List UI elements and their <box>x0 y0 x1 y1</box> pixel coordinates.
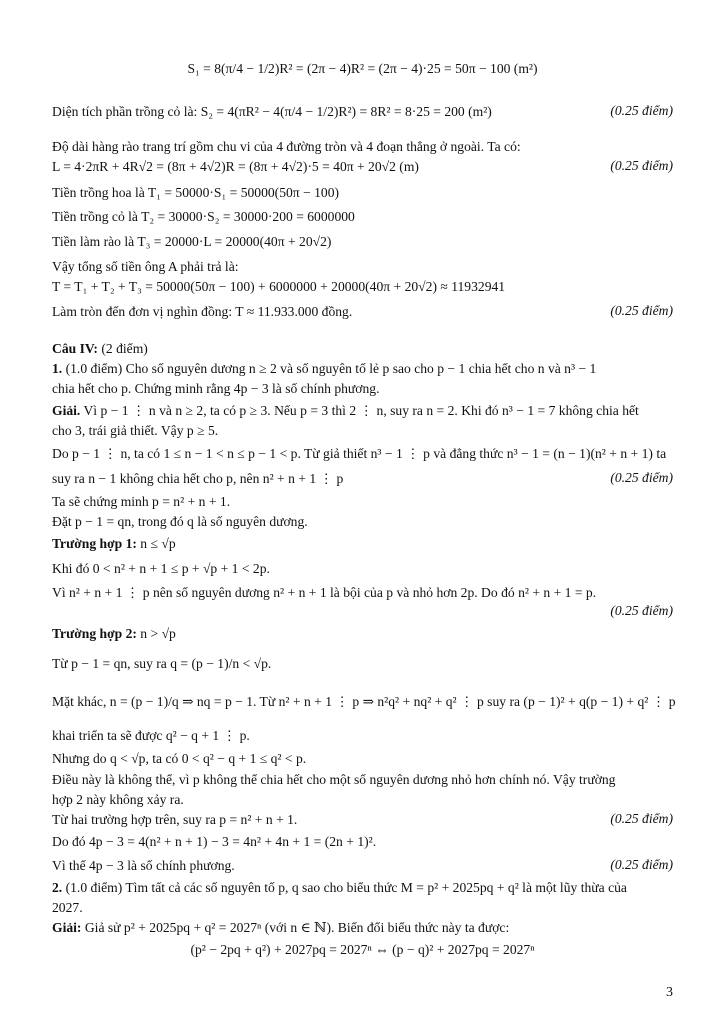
line-text: hợp 2 này không xảy ra. <box>52 792 184 807</box>
line-text: Từ hai trường hợp trên, suy ra p = n² + n + 1. <box>52 812 298 827</box>
text-line <box>52 278 673 295</box>
text-line <box>52 422 673 439</box>
score-note: (0.25 điểm) <box>610 103 673 118</box>
text-line <box>52 771 673 788</box>
text-line <box>52 584 673 601</box>
line-text: Vì n² + n + 1 ⋮ p nên số nguyên dương n² + n + 1 là bội của p và nhỏ hơn 2p. Do đó n² + n + 1 = p. <box>52 585 597 600</box>
page-number: 3 <box>666 985 673 1000</box>
line-text: (2 điểm) <box>97 341 148 356</box>
text-line <box>52 445 673 462</box>
text-line <box>52 879 673 896</box>
text-line <box>52 258 673 275</box>
line-text: suy ra n − 1 không chia hết cho p, nên n² + n + 1 ⋮ p <box>52 471 344 486</box>
line-text: Diện tích phần trồng cỏ là: S₂ = 4(πR² − 4(π/4 − 1/2)R²) = 8R² = 8·25 = 200 (m²) <box>52 104 492 119</box>
line-text: Từ p − 1 = qn, suy ra q = (p − 1)/n < √p. <box>52 656 272 671</box>
line-text: 2027. <box>52 900 83 915</box>
text-line <box>0 941 725 958</box>
bold-label: Giải. <box>52 403 81 418</box>
line-text: Điều này là không thể, vì p không thể chia hết cho một số nguyên dương nhỏ hơn chính nó. Vậy trường <box>52 772 616 787</box>
text-line <box>52 402 673 419</box>
line-text: Tiền trồng hoa là T₁ = 50000·S₁ = 50000(50π − 100) <box>52 185 340 200</box>
text-line <box>52 919 673 936</box>
line-text: Độ dài hàng rào trang trí gồm chu vi của 4 đường tròn và 4 đoạn thẳng ở ngoài. Ta có: <box>52 139 521 154</box>
text-line <box>52 303 673 320</box>
line-text: Giả sử p² + 2025pq + q² = 2027ⁿ (với n ∈ ℕ). Biến đổi biểu thức này ta được: <box>81 920 510 935</box>
line-text: Làm tròn đến đơn vị nghìn đồng: T ≈ 11.933.000 đồng. <box>52 304 353 319</box>
line-text: khai triển ta sẽ được q² − q + 1 ⋮ p. <box>52 728 250 743</box>
text-line <box>52 560 673 577</box>
line-text: Mặt khác, n = (p − 1)/q ⇒ nq = p − 1. Từ n² + n + 1 ⋮ p ⇒ n²q² + nq² + q² ⋮ p suy ra (p − 1)² + q(p − 1) + q² ⋮ p <box>52 694 676 709</box>
score-note: (0.25 điểm) <box>610 470 673 485</box>
text-line <box>52 625 673 642</box>
line-text: S₁ = 8(π/4 − 1/2)R² = (2π − 4)R² = (2π − 4)·25 = 50π − 100 (m²) <box>187 61 538 76</box>
text-line <box>52 380 673 397</box>
bold-label: Trường hợp 1: <box>52 536 137 551</box>
text-line <box>52 158 673 175</box>
line-text: Do đó 4p − 3 = 4(n² + n + 1) − 3 = 4n² + 4n + 1 = (2n + 1)². <box>52 834 377 849</box>
score-note: (0.25 điểm) <box>610 303 673 318</box>
text-line <box>52 791 673 808</box>
text-line <box>52 535 673 552</box>
line-text: Tiền trồng cỏ là T₂ = 30000·S₂ = 30000·200 = 6000000 <box>52 209 355 224</box>
text-line <box>52 655 673 672</box>
line-text: Nhưng do q < √p, ta có 0 < q² − q + 1 ≤ q² < p. <box>52 751 307 766</box>
bold-label: Trường hợp 2: <box>52 626 137 641</box>
score-note: (0.25 điểm) <box>610 158 673 173</box>
text-line <box>52 513 673 530</box>
score-note: (0.25 điểm) <box>610 603 673 618</box>
text-line <box>52 857 673 874</box>
text-line <box>52 811 673 828</box>
bold-label: Câu IV: <box>52 341 98 356</box>
text-line <box>52 899 673 916</box>
line-text: Vì thế 4p − 3 là số chính phương. <box>52 858 235 873</box>
text-line <box>52 208 673 225</box>
line-text: Vậy tổng số tiền ông A phải trả là: <box>52 259 239 274</box>
score-note: (0.25 điểm) <box>610 811 673 826</box>
line-text: n ≤ √p <box>136 536 176 551</box>
line-text: (1.0 điểm) Cho số nguyên dương n ≥ 2 và số nguyên tố lẻ p sao cho p − 1 chia hết cho n và n³ − 1 <box>62 361 597 376</box>
line-text: chia hết cho p. Chứng minh rằng 4p − 3 là số chính phương. <box>52 381 380 396</box>
text-line <box>52 360 673 377</box>
text-line <box>52 233 673 250</box>
line-text: cho 3, trái giả thiết. Vậy p ≥ 5. <box>52 423 219 438</box>
text-line <box>0 60 725 77</box>
text-line <box>52 184 673 201</box>
text-line <box>52 727 673 744</box>
line-text: (1.0 điểm) Tìm tất cả các số nguyên tố p, q sao cho biểu thức M = p² + 2025pq + q² là một lũy thừa của <box>62 880 627 895</box>
line-text: Ta sẽ chứng minh p = n² + n + 1. <box>52 494 231 509</box>
text-line <box>52 833 673 850</box>
text-line <box>52 693 676 710</box>
line-text: Khi đó 0 < n² + n + 1 ≤ p + √p + 1 < 2p. <box>52 561 270 576</box>
bold-label: 1. <box>52 361 63 376</box>
line-text: Tiền làm rào là T₃ = 20000·L = 20000(40π + 20√2) <box>52 234 332 249</box>
bold-label: Giải: <box>52 920 82 935</box>
line-text: L = 4·2πR + 4R√2 = (8π + 4√2)R = (8π + 4√2)·5 = 40π + 20√2 (m) <box>52 159 419 174</box>
line-text: (p² − 2pq + q²) + 2027pq = 2027ⁿ ⇔ (p − q)² + 2027pq = 2027ⁿ <box>190 942 535 957</box>
text-line <box>52 493 673 510</box>
text-line <box>52 470 673 487</box>
line-text: T = T₁ + T₂ + T₃ = 50000(50π − 100) + 6000000 + 20000(40π + 20√2) ≈ 11932941 <box>52 279 506 294</box>
bold-label: 2. <box>52 880 63 895</box>
text-line <box>52 340 673 357</box>
line-text: n > √p <box>136 626 176 641</box>
text-line <box>52 750 673 767</box>
line-text: Đặt p − 1 = qn, trong đó q là số nguyên dương. <box>52 514 308 529</box>
score-note: (0.25 điểm) <box>610 857 673 872</box>
line-text: Vì p − 1 ⋮ n và n ≥ 2, ta có p ≥ 3. Nếu p = 3 thì 2 ⋮ n, suy ra n = 2. Khi đó n³ − 1 = 7 không chia hết <box>80 403 639 418</box>
text-line <box>52 138 673 155</box>
line-text: Do p − 1 ⋮ n, ta có 1 ≤ n − 1 < n ≤ p − 1 < p. Từ giả thiết n³ − 1 ⋮ p và đẳng thức n³ − 1 = (n − 1)(n² + n + 1) ta <box>52 446 667 461</box>
text-line <box>52 103 673 120</box>
